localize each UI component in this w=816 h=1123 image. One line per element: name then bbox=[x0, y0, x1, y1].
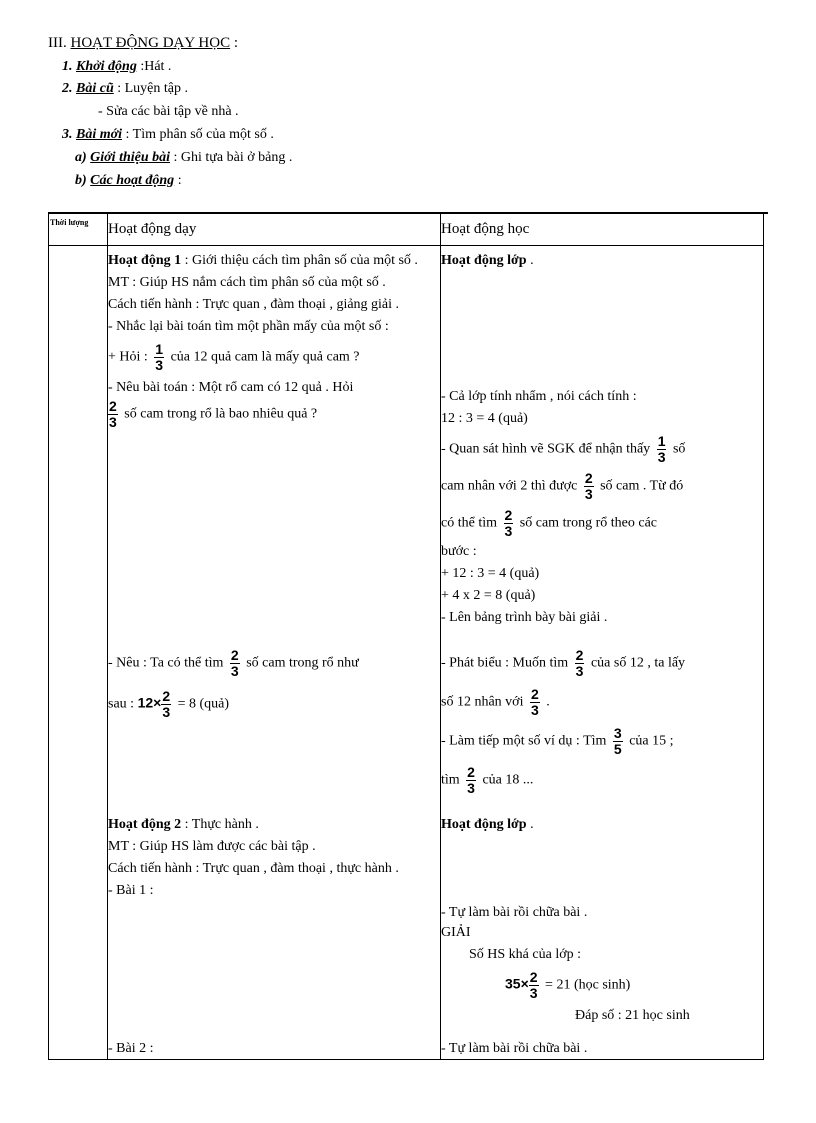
fraction-numerator: 1 bbox=[155, 341, 164, 357]
step-number: b) bbox=[75, 173, 87, 188]
step-label: Khởi động bbox=[76, 59, 137, 74]
fraction-numerator: 2 bbox=[109, 398, 117, 414]
hd1-title: Hoạt động 1 bbox=[108, 253, 182, 268]
header-learn: Hoạt động học bbox=[441, 221, 530, 237]
neu-line bbox=[108, 648, 439, 679]
fraction-two-thirds bbox=[530, 687, 540, 718]
cam-nhan-line bbox=[441, 471, 761, 502]
cam-nhan-text: cam nhân với 2 thì được bbox=[441, 478, 578, 494]
step-label: Các hoạt động bbox=[90, 173, 175, 188]
so12-prefix: số 12 nhân với bbox=[441, 694, 524, 710]
fraction-numerator: 2 bbox=[467, 764, 475, 780]
hd2-title: Hoạt động 2 bbox=[108, 817, 182, 832]
step-text: : Ghi tựa bài ở bảng . bbox=[170, 150, 293, 165]
step-number: 1. bbox=[62, 59, 73, 74]
co-the-line bbox=[441, 508, 761, 539]
mt1-line: MT : Giúp HS nắm cách tìm phân số của một số . bbox=[108, 275, 386, 290]
fraction-two-thirds bbox=[466, 765, 476, 796]
fraction-numerator: 2 bbox=[575, 647, 584, 663]
step-number: 2. bbox=[62, 81, 73, 96]
fraction-two-thirds bbox=[584, 471, 594, 502]
table-top-border bbox=[48, 212, 768, 214]
lam-tiep-line bbox=[441, 726, 761, 757]
fraction-denominator: 3 bbox=[575, 663, 584, 679]
phat-bieu-suffix: của số 12 , ta lấy bbox=[590, 655, 686, 671]
expr35-suffix: = 21 (học sinh) bbox=[545, 977, 631, 993]
hd2-text: : Thực hành . bbox=[181, 817, 259, 832]
step-text: :Hát . bbox=[136, 59, 172, 74]
fraction-denominator: 3 bbox=[657, 449, 666, 465]
fraction-three-fifths bbox=[613, 726, 623, 757]
teach-neu-block bbox=[108, 648, 439, 720]
fraction-numerator: 2 bbox=[230, 647, 239, 663]
lesson-table bbox=[48, 212, 764, 1060]
section-title: HOẠT ĐỘNG DẠY HỌC bbox=[70, 35, 231, 51]
section-colon: : bbox=[230, 35, 239, 51]
fraction-numerator: 2 bbox=[530, 686, 539, 702]
fraction-numerator: 1 bbox=[657, 433, 666, 449]
section-heading bbox=[48, 34, 238, 52]
learn-ca-lop-block bbox=[441, 386, 761, 629]
step-label: Bài mới bbox=[76, 127, 123, 142]
so12-suffix: . bbox=[546, 694, 550, 710]
fraction-denominator: 3 bbox=[529, 985, 538, 1001]
neu-prefix: - Nêu : Ta có thể tìm bbox=[108, 655, 224, 671]
step-text: : Tìm phân số của một số . bbox=[122, 127, 274, 142]
expr35: 35× bbox=[505, 975, 529, 992]
expr35-line bbox=[441, 970, 761, 1001]
fraction-numerator: 2 bbox=[162, 688, 171, 704]
dap-so-line: Đáp số : 21 học sinh bbox=[575, 1008, 690, 1023]
step-text: : bbox=[174, 173, 182, 188]
co-the-text: có thể tìm bbox=[441, 515, 497, 531]
bai1-line: - Bài 1 : bbox=[108, 883, 154, 898]
hoi-prefix: + Hỏi : bbox=[108, 349, 148, 365]
fraction-two-thirds bbox=[161, 689, 171, 720]
step-sua-bai-tap bbox=[98, 103, 239, 121]
hoi-suffix: của 12 quả cam là mấy quả cam ? bbox=[170, 349, 360, 365]
tim-suffix: của 18 ... bbox=[482, 772, 534, 788]
step2-line: + 4 x 2 = 8 (quả) bbox=[441, 588, 536, 603]
hd2-line bbox=[108, 814, 439, 836]
so12-line bbox=[441, 687, 761, 718]
lam-tiep-prefix: - Làm tiếp một số ví dụ : Tìm bbox=[441, 733, 607, 749]
fraction-denominator: 3 bbox=[504, 523, 513, 539]
learn-hd-lop2-title: Hoạt động lớp bbox=[441, 817, 527, 832]
tu-lam1-line: - Tự làm bài rồi chữa bài . bbox=[441, 905, 588, 920]
hd1-text: : Giới thiệu cách tìm phân số của một số . bbox=[181, 253, 418, 268]
cach2-line: Cách tiến hành : Trực quan , đàm thoại , thực hành . bbox=[108, 861, 399, 876]
so-hs-line: Số HS khá của lớp : bbox=[469, 947, 582, 962]
sau-suffix: = 8 (quả) bbox=[177, 696, 230, 712]
step-khoi-dong bbox=[62, 58, 171, 76]
quan-sat-text: - Quan sát hình vẽ SGK để nhận thấy bbox=[441, 441, 651, 457]
teach-column bbox=[108, 250, 439, 430]
sau-line bbox=[108, 689, 439, 720]
learn-hd2-block bbox=[441, 814, 761, 836]
fraction-denominator: 3 bbox=[155, 357, 164, 373]
neu-suffix: số cam trong rổ như bbox=[246, 655, 359, 671]
fraction-denominator: 3 bbox=[162, 704, 171, 720]
lam-tiep-suffix: của 15 ; bbox=[629, 733, 674, 749]
fraction-numerator: 2 bbox=[504, 507, 513, 523]
learn-phat-bieu-block bbox=[441, 648, 761, 796]
neu-bt2-text: số cam trong rổ là bao nhiêu quả ? bbox=[124, 406, 318, 422]
fraction-denominator: 3 bbox=[467, 780, 475, 796]
table-right-border bbox=[763, 212, 764, 1060]
step-number: a) bbox=[75, 150, 87, 165]
header-time: Thời lượng bbox=[50, 218, 89, 227]
learn-hd-lop2 bbox=[441, 814, 761, 836]
step-text: : Luyện tập . bbox=[113, 81, 188, 96]
cach1-line: Cách tiến hành : Trực quan , đàm thoại , giảng giải . bbox=[108, 297, 400, 312]
section-numeral: III. bbox=[48, 35, 67, 51]
fraction-denominator: 5 bbox=[613, 741, 622, 757]
tim-line bbox=[441, 765, 761, 796]
step-cac-hoat-dong bbox=[75, 172, 182, 190]
ca-lop-line: - Cả lớp tính nhẩm , nói cách tính : bbox=[441, 389, 637, 404]
learn-hd-lop-dot: . bbox=[526, 253, 534, 268]
header-bottom-border bbox=[48, 245, 764, 246]
sau-prefix: sau : bbox=[108, 696, 135, 712]
hd1-line bbox=[108, 250, 439, 272]
quan-sat-line bbox=[441, 434, 761, 465]
fraction-numerator: 2 bbox=[529, 969, 538, 985]
learn-column bbox=[441, 250, 761, 272]
fraction-numerator: 2 bbox=[584, 470, 593, 486]
fraction-denominator: 3 bbox=[230, 663, 239, 679]
learn-hd-lop2-dot: . bbox=[526, 817, 534, 832]
fraction-one-third bbox=[657, 434, 667, 465]
step-bai-moi bbox=[62, 126, 274, 144]
teach-hd2-block bbox=[108, 814, 439, 902]
table-left-border bbox=[48, 212, 49, 1060]
cam-nhan-suffix: số cam . Từ đó bbox=[600, 478, 684, 494]
fraction-two-thirds bbox=[529, 970, 539, 1001]
calc1-line: 12 : 3 = 4 (quả) bbox=[441, 411, 528, 426]
tim-prefix: tìm bbox=[441, 772, 460, 788]
fraction-two-thirds bbox=[230, 648, 240, 679]
fraction-denominator: 3 bbox=[530, 702, 539, 718]
fraction-denominator: 3 bbox=[109, 414, 117, 430]
neu-bt2-line bbox=[108, 399, 439, 430]
learn-bai1-block bbox=[441, 902, 761, 1027]
fraction-numerator: 3 bbox=[613, 725, 622, 741]
tu-lam2-line: - Tự làm bài rồi chữa bài . bbox=[441, 1041, 588, 1056]
fraction-two-thirds bbox=[504, 508, 514, 539]
phat-bieu-line bbox=[441, 648, 761, 679]
len-bang-line: - Lên bảng trình bày bài giải . bbox=[441, 610, 608, 625]
hoi-line bbox=[108, 342, 439, 373]
table-bottom-border bbox=[48, 1059, 764, 1060]
fraction-two-thirds bbox=[575, 648, 585, 679]
header-teach: Hoạt động dạy bbox=[108, 221, 197, 237]
step-label: Bài cũ bbox=[76, 81, 114, 96]
step-gioi-thieu bbox=[75, 149, 292, 167]
step-text: - Sửa các bài tập về nhà . bbox=[98, 104, 239, 119]
fraction-one-third bbox=[154, 342, 164, 373]
buoc-line: bước : bbox=[441, 544, 477, 559]
step-label: Giới thiệu bài bbox=[90, 150, 171, 165]
quan-sat-end: số bbox=[672, 441, 686, 457]
sau-expression: 12× bbox=[137, 694, 162, 711]
step1-line: + 12 : 3 = 4 (quả) bbox=[441, 566, 540, 581]
mt2-line: MT : Giúp HS làm được các bài tập . bbox=[108, 839, 316, 854]
fraction-two-thirds bbox=[108, 399, 118, 430]
learn-hd-lop bbox=[441, 250, 761, 272]
giai-line: GIẢI bbox=[441, 925, 471, 940]
neu-bt-line: - Nêu bài toán : Một rổ cam có 12 quả . Hỏi bbox=[108, 380, 354, 395]
step-bai-cu bbox=[62, 80, 188, 98]
co-the-suffix: số cam trong rổ theo các bbox=[519, 515, 658, 531]
phat-bieu-prefix: - Phát biểu : Muốn tìm bbox=[441, 655, 569, 671]
fraction-denominator: 3 bbox=[584, 486, 593, 502]
learn-hd-lop-title: Hoạt động lớp bbox=[441, 253, 527, 268]
step-number: 3. bbox=[62, 127, 73, 142]
bai2-line: - Bài 2 : bbox=[108, 1041, 154, 1056]
nhac-line: - Nhắc lại bài toán tìm một phần mấy của một số : bbox=[108, 319, 389, 334]
